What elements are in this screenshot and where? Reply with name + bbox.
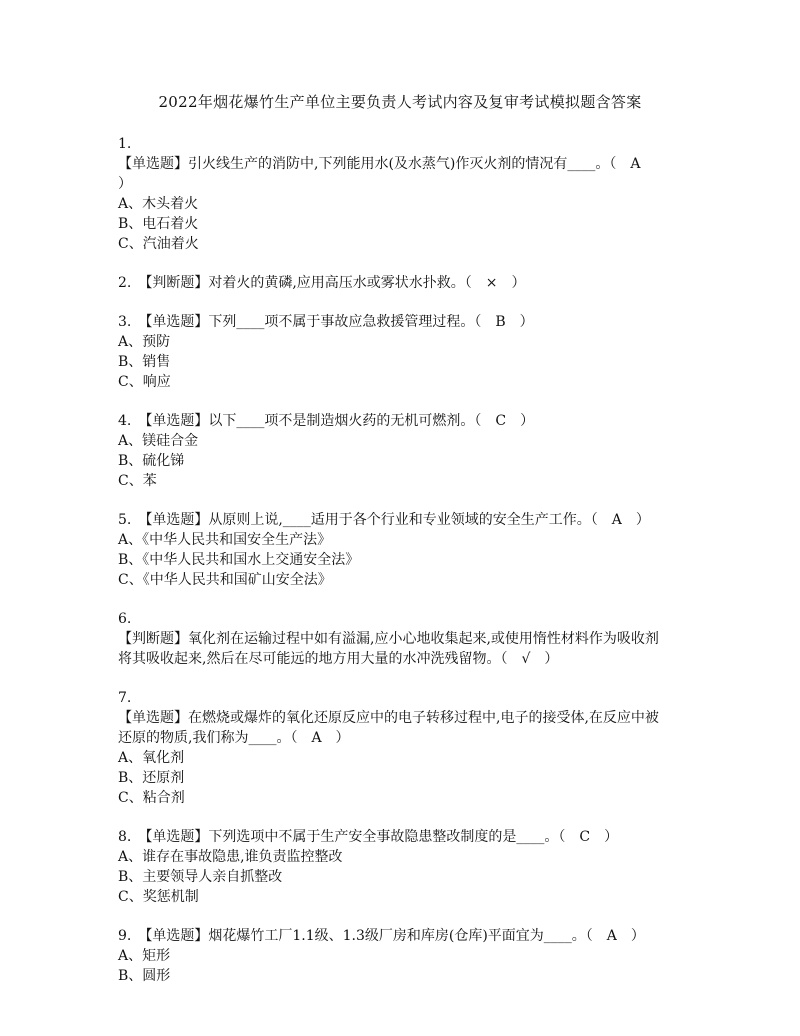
question-item <box>118 411 688 491</box>
option-c: C、《中华人民共和国矿山安全法》 <box>118 572 332 588</box>
question-number: 1. <box>118 136 132 152</box>
question-item <box>118 134 688 254</box>
question-text: 3. 【单选题】下列____项不属于事故应急救援管理过程。（ B ） <box>118 314 534 330</box>
document-title: 2022年烟花爆竹生产单位主要负责人考试内容及复审考试模拟题含答案 <box>158 93 642 111</box>
option-a: A、谁存在事故隐患,谁负责监控整改 <box>118 849 343 865</box>
question-text: 【判断题】氧化剂在运输过程中如有溢漏,应小心地收集起来,或使用惰性材料作为吸收剂 <box>118 631 659 647</box>
question-item <box>118 827 688 907</box>
option-b: B、圆形 <box>118 968 171 984</box>
option-a: A、镁硅合金 <box>118 433 199 449</box>
option-c: C、奖惩机制 <box>118 889 199 905</box>
option-a: A、《中华人民共和国安全生产法》 <box>118 532 332 548</box>
question-item <box>118 609 688 669</box>
question-text: 2. 【判断题】对着火的黄磷,应用高压水或雾状水扑救。（ × ） <box>118 275 526 291</box>
option-c: C、响应 <box>118 374 171 390</box>
option-b: B、主要领导人亲自抓整改 <box>118 869 283 885</box>
option-c: C、苯 <box>118 473 157 489</box>
question-number: 7. <box>118 690 132 706</box>
question-list <box>118 134 688 1005</box>
option-a: A、矩形 <box>118 948 171 964</box>
question-text: 9. 【单选题】烟花爆竹工厂1.1级、1.3级厂房和库房(仓库)平面宜为____。（ A ） <box>118 928 645 944</box>
question-text: 【单选题】引火线生产的消防中,下列能用水(及水蒸气)作灭火剂的情况有____。（ A <box>118 156 641 172</box>
option-b: B、还原剂 <box>118 770 185 786</box>
question-text: 还原的物质,我们称为____。（ A ） <box>118 730 350 746</box>
question-number: 6. <box>118 611 132 627</box>
question-item <box>118 510 688 590</box>
option-b: B、电石着火 <box>118 216 199 232</box>
option-a: A、氧化剂 <box>118 750 185 766</box>
option-b: B、《中华人民共和国水上交通安全法》 <box>118 552 360 568</box>
question-item <box>118 312 688 392</box>
option-a: A、木头着火 <box>118 196 199 212</box>
question-text: 【单选题】在燃烧或爆炸的氧化还原反应中的电子转移过程中,电子的接受体,在反应中被 <box>118 710 659 726</box>
option-b: B、硫化锑 <box>118 453 185 469</box>
question-text: ） <box>118 176 132 192</box>
option-c: C、粘合剂 <box>118 790 185 806</box>
question-text: 将其吸收起来,然后在尽可能远的地方用大量的水冲洗残留物。（ √ ） <box>118 651 559 667</box>
question-text: 5. 【单选题】从原则上说,____适用于各个行业和专业领域的安全生产工作。（ A ） <box>118 512 650 528</box>
option-a: A、预防 <box>118 334 171 350</box>
question-text: 4. 【单选题】以下____项不是制造烟火药的无机可燃剂。（ C ） <box>118 413 535 429</box>
question-text: 8. 【单选题】下列选项中不属于生产安全事故隐患整改制度的是____。（ C ） <box>118 829 619 845</box>
question-item <box>118 926 688 986</box>
question-item <box>118 688 688 808</box>
question-item <box>118 273 688 293</box>
option-c: C、汽油着火 <box>118 236 199 252</box>
option-b: B、销售 <box>118 354 171 370</box>
